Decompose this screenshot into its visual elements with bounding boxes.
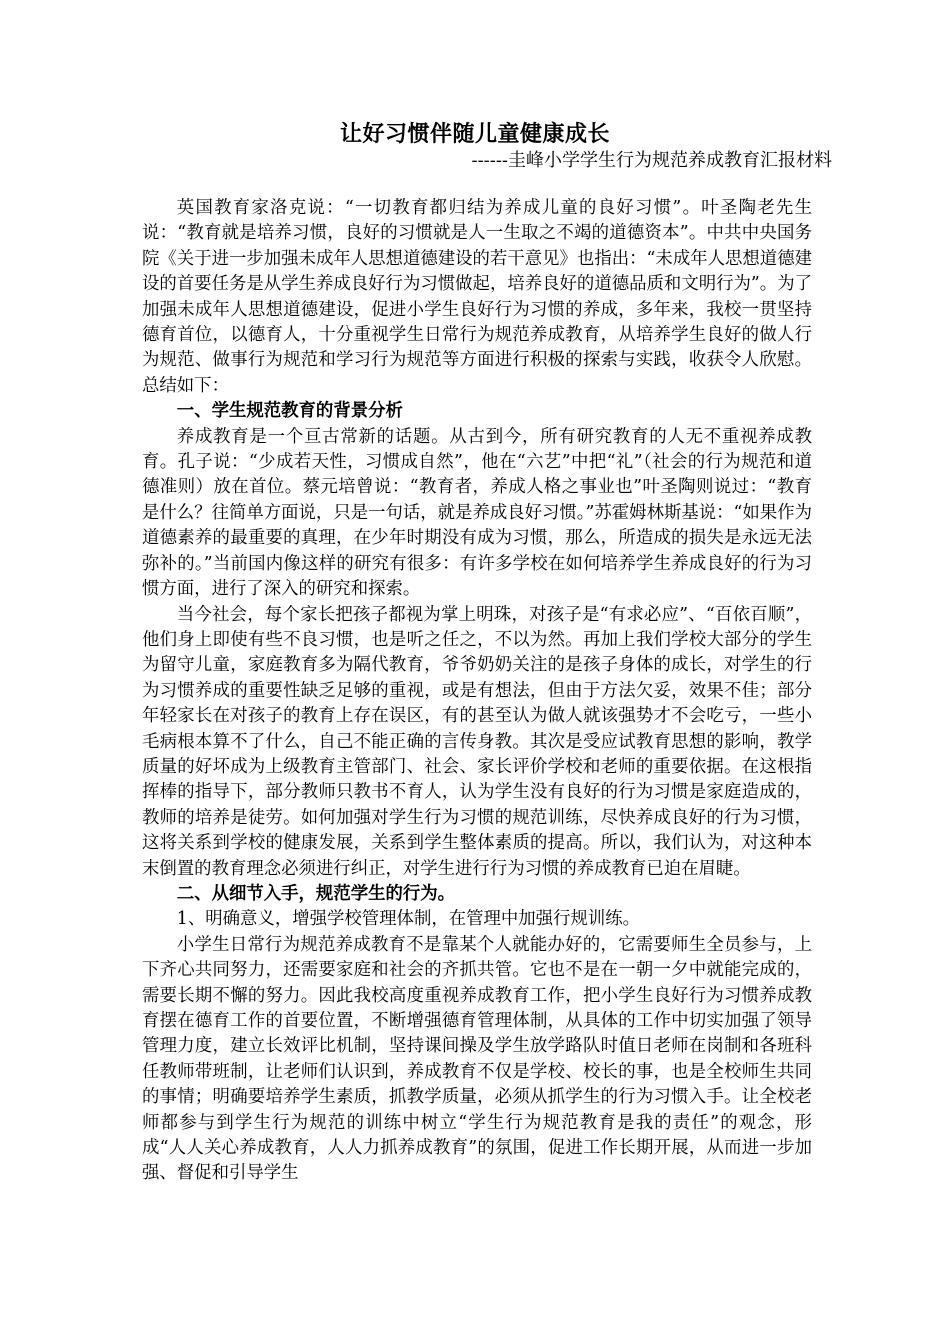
document-title: 让好习惯伴随儿童健康成长 [339, 122, 610, 147]
section-heading-background: 一、学生规范教育的背景分析 [176, 401, 403, 422]
document-subtitle: ------圭峰小学学生行为规范养成教育汇报材料 [471, 150, 832, 171]
section1-paragraph: 当今社会，每个家长把孩子都视为掌上明珠，对孩子是“有求必应”、“百依百顺”，他们身上即使有些不良习惯，也是听之任之，不以为然。再加上我们学校大部分的学生为留守儿童，家庭教育多为隔代教育，爷爷奶奶关注的是孩子身体的成长，对学生的行为习惯养成的重要性缺乏足够的重视，或是有想法，但由于方法欠妥，效果不佳；部分年轻家长在对孩子的教育上存在误区，有的甚至认为做人就该强势才不会吃亏，一些小毛病根本算不了什么，自己不能正确的言传身教。其次是受应试教育思想的影响，教学质量的好坏成为上级教育主管部门、社会、家长评价学校和老师的重要依据。在这根指挥棒的指导下，部分教师只教书不育人，认为学生没有良好的行为习惯是家庭造成的，教师的培养是徒劳。如何加强对学生行为习惯的规范训练，尽快养成良好的行为习惯，这将关系到学校的健康发展，关系到学生整体素质的提高。所以，我们认为，对这种本末倒置的教育理念必须进行纠正，对学生进行行为习惯的养成教育已迫在眉睫。 [142, 604, 812, 879]
document-body [142, 196, 812, 1187]
section1-paragraph: 养成教育是一个亘古常新的话题。从古到今，所有研究教育的人无不重视养成教育。孔子说：“少成若天性，习惯成自然”，他在“六艺”中把“礼”（社会的行为规范和道德准则）放在首位。蔡元培曾说：“教育者，养成人格之事业也”叶圣陶则说过：“教育是什么？往简单方面说，只是一句话，就是养成良好习惯。”苏霍姆林斯基说：“如果作为道德素养的最重要的真理，在少年时期没有成为习惯，那么，所造成的损失是永远无法弥补的。”当前国内像这样的研究有很多：有许多学校在如何培养学生养成良好的行为习惯方面，进行了深入的研究和探索。 [142, 426, 812, 600]
section-heading-details: 二、从细节入手，规范学生的行为。 [176, 883, 456, 904]
section2-paragraph: 小学生日常行为规范养成教育不是靠某个人就能办好的，它需要师生全员参与，上下齐心共同努力，还需要家庭和社会的齐抓共管。它也不是在一朝一夕中就能完成的，需要长期不懈的努力。因此我校高度重视养成教育工作，把小学生良好行为习惯养成教育摆在德育工作的首要位置，不断增强德育管理体制，从具体的工作中切实加强了领导管理力度，建立长效评比机制，坚持课间操及学生放学路队时值日老师在岗制和各班科任教师带班制，让老师们认识到，养成教育不仅是学校、校长的事，也是全校师生共同的事情；明确要培养学生素质，抓教学质量，必须从抓学生的行为习惯入手。让全校老师都参与到学生行为规范的训练中树立“学生行为规范教育是我的责任”的观念，形成“人人关心养成教育，人人力抓养成教育”的氛围，促进工作长期开展，从而进一步加强、督促和引导学生 [142, 934, 812, 1184]
intro-paragraph: 英国教育家洛克说：“一切教育都归结为养成儿童的良好习惯”。叶圣陶老先生说：“教育就是培养习惯，良好的习惯就是人一生取之不竭的道德资本”。中共中央国务院《关于进一步加强未成年人思想道德建设的若干意见》也指出：“未成年人思想道德建设的首要任务是从学生养成良好行为习惯做起，培养良好的道德品质和文明行为”。为了加强未成年人思想道德建设，促进小学生良好行为习惯的养成，多年来，我校一贯坚持德育首位，以德育人，十分重视学生日常行为规范养成教育，从培养学生良好的做人行为规范、做事行为规范和学习行为规范等方面进行积极的探索与实践，收获令人欣慰。总结如下： [142, 198, 812, 396]
numbered-item: 1、明确意义，增强学校管理体制，在管理中加强行规训练。 [176, 909, 641, 930]
